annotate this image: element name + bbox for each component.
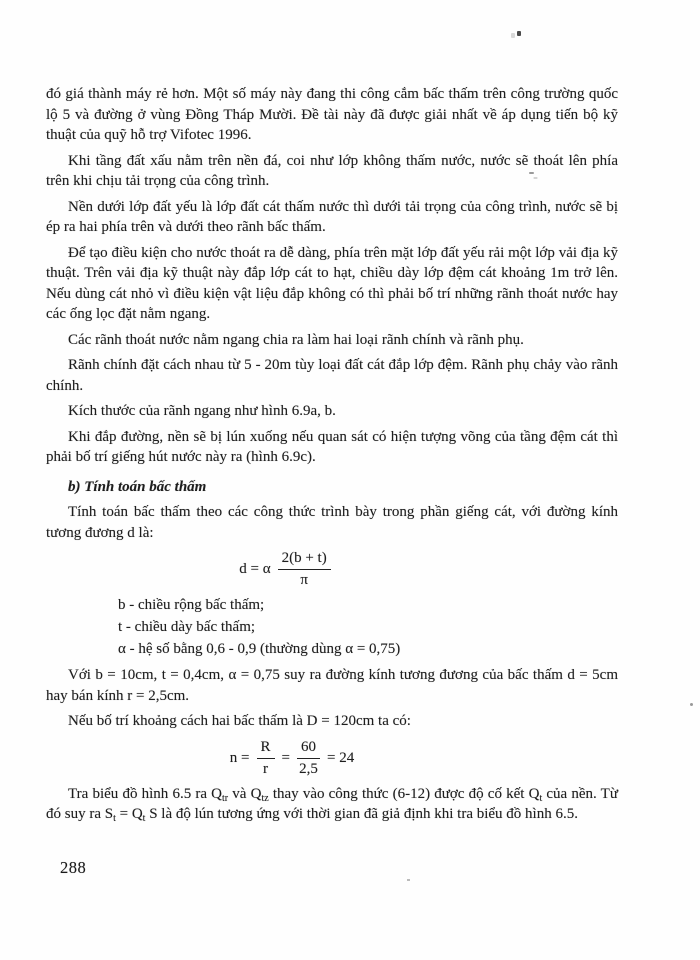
paragraph-9: Tính toán bấc thấm theo các công thức trình bày trong phần giếng cát, với đường kính tương đương d là: xyxy=(46,504,618,541)
scan-artifact xyxy=(690,703,693,706)
paragraph-2: Khi tầng đất xấu nằm trên nền đá, coi như lớp không thấm nước, nước sẽ thoát lên phía trên khi chịu tải trọng của công trình. xyxy=(46,152,618,189)
formula-drain-spacing-ratio xyxy=(230,738,354,779)
scan-artifact xyxy=(517,31,521,36)
fraction-denominator: 2,5 xyxy=(299,760,318,777)
symbol-definitions xyxy=(118,595,618,660)
paragraph-10: Với b = 10cm, t = 0,4cm, α = 0,75 suy ra đường kính tương đương của bấc thấm d = 5cm hay bán kính r = 2,5cm. xyxy=(46,667,618,704)
scan-artifact xyxy=(407,879,410,881)
section-heading-tinh-toan-bac-tham: b) Tính toán bấc thấm xyxy=(68,478,207,495)
paragraph-5: Các rãnh thoát nước nằm ngang chia ra làm hai loại rãnh chính và rãnh phụ. xyxy=(68,331,524,348)
formula-lhs: d = α xyxy=(239,561,271,578)
page-text-content xyxy=(46,84,618,825)
definition-b: b - chiều rộng bấc thấm; xyxy=(118,597,265,613)
fraction-numerator: 60 xyxy=(297,738,320,759)
formula-result: = 24 xyxy=(326,749,355,766)
formula-equivalent-diameter xyxy=(239,549,330,590)
formula-equals: = xyxy=(281,749,290,766)
fraction xyxy=(278,549,331,590)
paragraph-4: Để tạo điều kiện cho nước thoát ra dễ dàng, phía trên mặt lớp đất yếu rải một lớp vải địa kỹ thuật. Trên vải địa kỹ thuật này đắp lớp cát to hạt, chiều dày lớp đệm cát khoảng 1m trở lên. Nếu dùng cát nhỏ vì điều kiện vật liệu đắp không có thì phải bố trí những rãnh thoát nước hay các ống lọc đặt nằm ngang. xyxy=(46,244,618,322)
paragraph-7: Kích thước của rãnh ngang như hình 6.9a, b. xyxy=(68,403,336,419)
paragraph-1: đó giá thành máy rẻ hơn. Một số máy này đang thi công cắm bấc thấm trên công trường quốc lộ 5 và đường ở vùng Đồng Tháp Mười. Đề tài này đã được giải nhất về áp dụng tiến bộ kỹ thuật của quỹ hỗ trợ Vifotec 1996. xyxy=(46,86,618,143)
fraction xyxy=(297,738,320,779)
formula-lhs: n = xyxy=(229,749,250,766)
paragraph-12: Tra biểu đồ hình 6.5 ra $Q_{tr}$ và $Q_{tz}$ thay vào công thức (6-12) được độ cố kết $Q_t$ của nền. Từ đó suy ra $S_t = Q_t$ S là độ lún tương ứng với thời gian đã giả định khi tra biểu đồ hình 6.5. xyxy=(46,785,618,824)
fraction-denominator: r xyxy=(263,760,268,777)
paragraph-6: Rãnh chính đặt cách nhau từ 5 - 20m tùy loại đất cát đắp lớp đệm. Rãnh phụ chảy vào rãnh chính. xyxy=(46,357,618,394)
paragraph-11: Nếu bố trí khoảng cách hai bấc thấm là D = 120cm ta có: xyxy=(68,713,411,729)
fraction xyxy=(257,738,275,779)
page-number: 288 xyxy=(60,858,87,877)
scan-artifact xyxy=(529,172,534,174)
definition-alpha: α - hệ số bằng 0,6 - 0,9 (thường dùng α = 0,75) xyxy=(118,641,401,657)
paragraph-8: Khi đắp đường, nền sẽ bị lún xuống nếu quan sát có hiện tượng võng của tầng đệm cát thì phải bố trí giếng hút nước này ra (hình 6.9c). xyxy=(46,428,618,465)
definition-t: t - chiều dày bấc thấm; xyxy=(118,619,256,635)
paragraph-3: Nền dưới lớp đất yếu là lớp đất cát thấm nước thì dưới tải trọng của công trình, nước sẽ bị ép ra hai phía trên và dưới theo rãnh bấc thấm. xyxy=(46,198,618,235)
fraction-denominator: π xyxy=(300,572,308,588)
fraction-numerator: R xyxy=(257,738,275,759)
fraction-numerator: 2(b + t) xyxy=(278,549,331,570)
